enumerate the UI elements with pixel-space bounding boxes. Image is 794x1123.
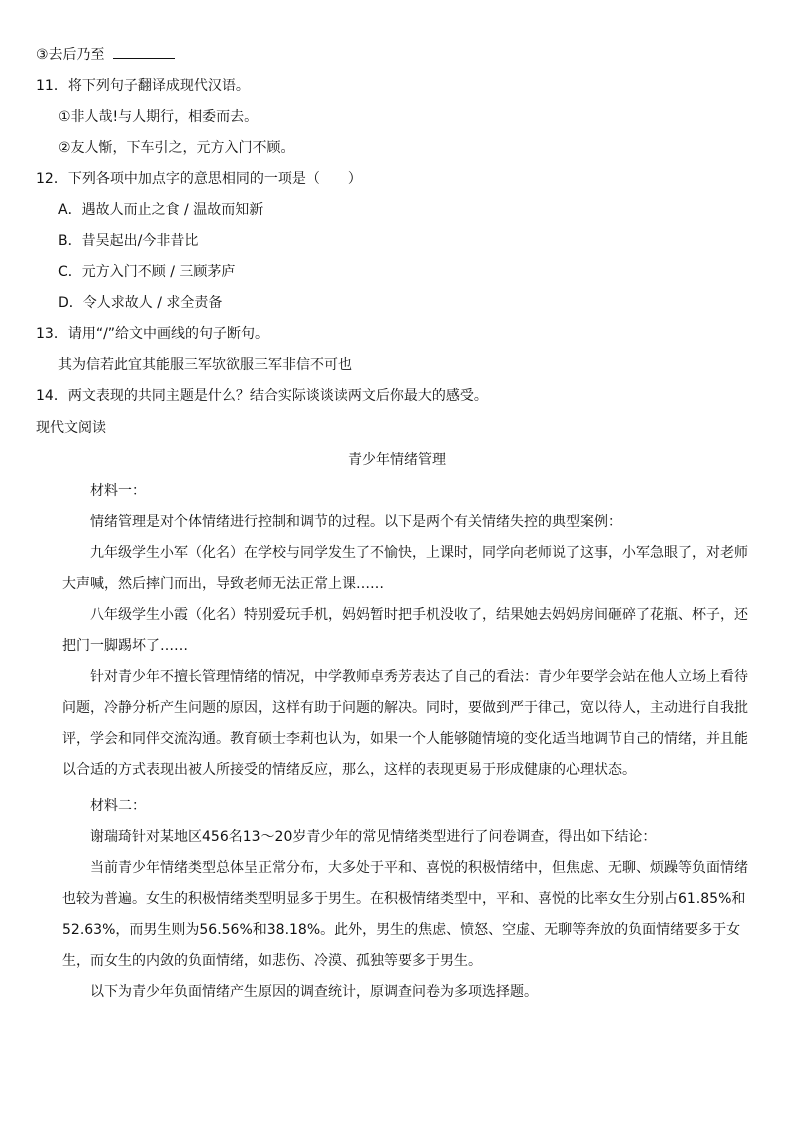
- material-1-paragraph-1: 情绪管理是对个体情绪进行控制和调节的过程。以下是两个有关情绪失控的典型案例：: [90, 514, 622, 530]
- material-1-label: 材料一：: [90, 483, 146, 499]
- question-12-option-d: D．令人求故人 / 求全责备: [58, 295, 223, 311]
- question-11: 11．将下列句子翻译成现代汉语。: [36, 78, 250, 94]
- material-1-paragraph-3: 八年级学生小霞（化名）特别爱玩手机，妈妈暂时把手机没收了，结果她去妈妈房间砸碎了花瓶、杯子，还把门一脚踢坏了……: [62, 607, 748, 654]
- question-12-option-b: B．昔吴起出/今非昔比: [58, 233, 199, 249]
- question-12-option-c: C．元方入门不顾 / 三顾茅庐: [58, 264, 236, 280]
- material-1-paragraph-4: 针对青少年不擅长管理情绪的情况，中学教师卓秀芳表达了自己的看法：青少年要学会站在他人立场上看待问题，冷静分析产生问题的原因，这样有助于问题的解决。同时，要做到严于律己，宽以待人，主动进行自我批评，学会和同伴交流沟通。教育硕士李莉也认为，如果一个人能够随情境的变化适当地调节自己的情绪，并且能以合适的方式表现出被人所接受的情绪反应，那么，这样的表现更易于形成健康的心理状态。: [62, 669, 748, 778]
- question-12: 12．下列各项中加点字的意思相同的一项是（ ）: [36, 171, 362, 187]
- material-2-paragraph-2: 当前青少年情绪类型总体呈正常分布，大多处于平和、喜悦的积极情绪中，但焦虑、无聊、烦躁等负面情绪也较为普遍。女生的积极情绪类型明显多于男生。在积极情绪类型中，平和、喜悦的比率女生分别占61.85%和52.63%，而男生则为56.56%和38.18%。此外，男生的焦虑、愤怒、空虚、无聊等奔放的负面情绪要多于女生，而女生的内敛的负面情绪，如悲伤、冷漠、孤独等要多于男生。: [62, 860, 748, 969]
- material-2-label: 材料二：: [90, 798, 146, 814]
- question-13-text: 其为信若此宜其能服三军欤欲服三军非信不可也: [58, 357, 352, 373]
- article-title: 青少年情绪管理: [348, 452, 446, 468]
- material-1-paragraph-2: 九年级学生小军（化名）在学校与同学发生了不愉快，上课时，同学向老师说了这事，小军急眼了，对老师大声喊，然后摔门而出，导致老师无法正常上课……: [62, 545, 748, 592]
- material-2-paragraph-3: 以下为青少年负面情绪产生原因的调查统计，原调查问卷为多项选择题。: [90, 984, 538, 1000]
- section-heading: 现代文阅读: [36, 420, 106, 436]
- material-2-paragraph-1: 谢瑞琦针对某地区456名13～20岁青少年的常见情绪类型进行了问卷调查，得出如下结论：: [90, 829, 657, 845]
- answer-blank[interactable]: [113, 44, 175, 59]
- question-11-item-2: ②友人惭，下车引之，元方入门不顾。: [58, 140, 295, 156]
- question-12-option-a: A．遇故人而止之食 / 温故而知新: [58, 202, 264, 218]
- question-11-item-1: ①非人哉!与人期行，相委而去。: [58, 109, 259, 125]
- question-10-3-text: ③去后乃至: [36, 47, 105, 63]
- question-10-3: [36, 44, 175, 65]
- question-13: 13．请用“/”给文中画线的句子断句。: [36, 326, 270, 342]
- question-14: 14．两文表现的共同主题是什么？结合实际谈谈读两文后你最大的感受。: [36, 388, 488, 404]
